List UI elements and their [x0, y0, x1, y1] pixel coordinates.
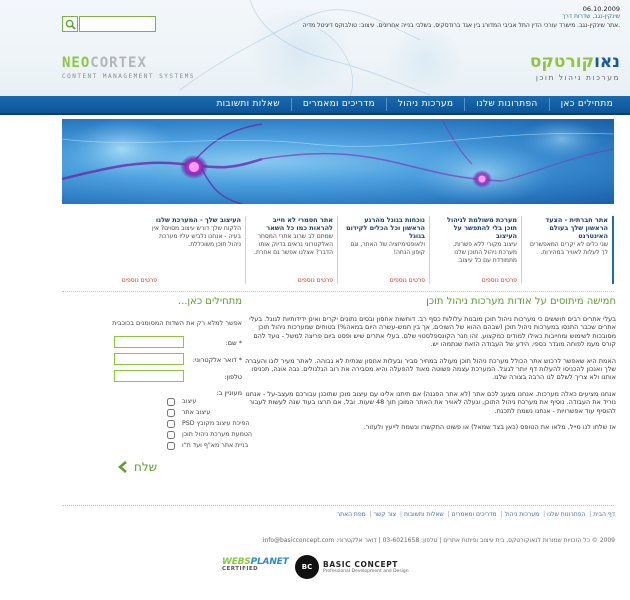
footer-link-contact[interactable]: צור קשר	[373, 511, 397, 518]
name-field[interactable]	[114, 336, 184, 348]
email-field[interactable]	[114, 353, 184, 365]
option-checkbox[interactable]	[167, 409, 175, 417]
news-body: שמתם לב שרוב אתרי המסחר האלקטרוני נראים בדיוק אותו הדבר? אצלנו אפשר גם אחרת.	[254, 233, 333, 256]
logo-he-rest: קורטקס	[529, 52, 595, 72]
webplanet-certified: CERTIFIED	[222, 566, 259, 572]
option-label: הטמעת מערכת ניהול תוכן	[182, 431, 253, 438]
article-paragraph: בעלי אתרים רבים חוששים כי מערכות ניהול תוכן מובנות עלולות כסף רב. דוחשות אחסון ובסים נתונים יקרים ואינן ידידותיות לגוגל. בעלי אתרים שכבר התנסו במערכות ניהול תוכן (שבהם ההוא של השוכים, אך בין חמש-עשרה היום במאה%) בטוחים שמערכות ניהול תוכן מסובכות לשימוש ומחייבות כאילו למודים כמקצוע. זהו חגר הקונספלסטוי שלם. בעלי אתרים שיש ופסט ביום פריצה למשל - נועד להם קורס מעמ לפוחה מוגדר כספי. הידע של העבודה הזאת שנתמהו יש.	[249, 315, 616, 349]
name-label: * שם:	[225, 339, 242, 347]
logo-neo: NEO	[62, 55, 91, 71]
news-title[interactable]: אתר חברתית - הצעד הראשון שלך בעולם האינטרנט	[545, 216, 608, 240]
main-article	[245, 296, 616, 439]
logo-hebrew-tagline: מערכות ניהול תוכן	[535, 73, 620, 82]
search-icon	[65, 19, 76, 30]
option-checkbox[interactable]	[167, 420, 175, 428]
footer-link-faq[interactable]: שאלות ותשובות	[404, 511, 444, 518]
article-paragraph: אנחנו מציעים כאלה מערכות. אנחנו מצעג לכם אתר (לא אתר הפגנה) אם תיתנו אלינו עם עיצוב מוכן שתוכנן עבורכם מעצב-על - אנחנו נוריד את העבודה. נוסיף את מערכת ניהול התוכן, ונעלה לאוויר את האתר המוכן תוך 48 שעות. ובל, אם תרצו בעוד שנה לעשות לעבור להוסיף עוד אפשרויות - אנחנו נשמח לתכנת.	[245, 389, 616, 415]
send-button[interactable]	[116, 460, 157, 474]
webplanet-logo[interactable]	[222, 557, 290, 579]
footer-link-home[interactable]: דף הבית	[593, 511, 615, 518]
form-row-email	[62, 353, 242, 370]
arrow-left-icon	[116, 460, 130, 474]
form-row-name	[62, 336, 242, 353]
header-credits: אתר שינקין-נגב. מישרד עורכי הדין התל אביבי המדורג בין אגד ברודסקיס, בשלבי בנייה אחרונים. עיצוב: טולבוקס דיגיטל מדיה.	[302, 22, 620, 29]
nav-item-solutions[interactable]: הפתרונות שלנו	[464, 98, 548, 111]
webplanet-logo-part: PLANET	[250, 557, 289, 567]
footer-link-solutions[interactable]: הפתרונות שלנו	[547, 511, 586, 518]
more-details-link[interactable]: פרטים נוספים	[389, 277, 425, 284]
news-item[interactable]	[430, 216, 522, 284]
copyright: 2009 © כל הזכויות שמורות לנאוקורטקס, בית עיצוב ופיתוח אתרים | טלפון: 03-6021658 | דואר אלקטרוני: info@basicconcept.com	[262, 537, 615, 544]
form-row-phone	[62, 370, 242, 387]
nav-item-faq[interactable]: שאלות ותשובות	[216, 99, 280, 109]
signup-note: אפשר למלא רק את השדות המסומנים בכוכבית	[112, 319, 242, 327]
email-label: * דואר אלקטרוני:	[192, 356, 242, 364]
search-input[interactable]	[79, 16, 156, 32]
neuron-illustration-icon	[62, 119, 614, 204]
option-row	[62, 430, 253, 441]
article-paragraph: האמת היא שאפשר לרכוש אתר הכולל מערכת ניהול תוכן מעולה במחיר סביר ובעלות אחסון שנתית לא גבוהה. לאתר מעיר לוגו והעברה שלך ואנכון להכניסו להעלות דף יותר לגוגל. המערכת עצמה פשוטה מאוד להפעלה והיא מסבירה את רוב הגלגולים. נבה אונה, תכניסו אותנו ולא צריך לשלם לנו הרבה בצורה שלנו.	[245, 356, 616, 382]
option-row	[62, 408, 242, 419]
interest-label: מעוניין ב:	[216, 389, 242, 397]
news-body: עיצוב מקורי ללא פשרות, מערכת ניהול התוכן שלנו מתמודדת עם כל עיצוב.	[453, 241, 517, 264]
news-title[interactable]: העיצוב שלך - המערכת שלנו	[155, 216, 241, 224]
nav-item-start-here[interactable]: מתחילים כאן	[549, 98, 624, 111]
option-checkbox[interactable]	[167, 431, 175, 439]
logo-cortex: CORTEX	[90, 55, 147, 71]
logo-english-tagline: CONTENT MANAGEMENT SYSTEMS	[62, 73, 195, 80]
option-checkbox[interactable]	[167, 398, 175, 406]
news-item[interactable]	[522, 216, 614, 284]
footer-link-guides[interactable]: מדריכים ומאמרים	[451, 511, 497, 518]
option-checkbox[interactable]	[167, 442, 175, 450]
more-details-link[interactable]: פרטים נוספים	[297, 277, 333, 284]
footer-divider	[62, 505, 614, 506]
webplanet-logo-part: WEBS	[222, 557, 251, 567]
article-title: חמישה מיתוסים על אודות מערכות ניהול תוכן	[426, 296, 616, 307]
signup-title: מתחילים כאן...	[177, 296, 242, 307]
news-columns	[62, 216, 614, 284]
option-row	[62, 441, 249, 452]
news-body: שני כלים לא יקרים המאפשרים לך לעלות לאוויר במהירות.	[530, 241, 608, 256]
option-row	[62, 397, 242, 408]
header-address: שינקין-נגב, שדרות דרך	[562, 13, 620, 20]
option-label: בניית אתר מא"ף ועד ת"ו	[182, 442, 249, 449]
logo-english[interactable]	[62, 55, 147, 71]
phone-field[interactable]	[114, 370, 184, 382]
more-details-link[interactable]: פרטים נוספים	[121, 277, 157, 284]
hero-banner	[62, 119, 614, 204]
current-date: 06.10.2009	[582, 5, 620, 13]
footer-link-sitemap[interactable]: מפת האתר	[336, 511, 366, 518]
news-body: הלקוח שלך דורש עיצוב מסוים? אין בעיה - אנחנו נלביש עליו מערכת ניהול תוכן משוכללת.	[152, 225, 241, 248]
article-paragraph: אז שלחו לנו מייל, מלאו את הטופס (כאן בצד שמאל) או פשוט התקשרו ונשמח לייעץ ולעזור.	[363, 423, 616, 432]
news-item[interactable]	[62, 216, 246, 284]
basic-concept-logo[interactable]	[295, 554, 420, 580]
option-label: עיצוב אתר	[182, 409, 211, 416]
news-item[interactable]	[338, 216, 430, 284]
basic-concept-tagline: Professional Development and Design	[323, 569, 409, 574]
footer-links: דף הבית| הפתרונות שלנו| מערכות ניהול| מדריכים ומאמרים| שאלות ותשובות| צור קשר| מפת האתר	[336, 511, 615, 518]
logo-hebrew[interactable]	[530, 52, 620, 72]
nav-item-management-systems[interactable]: מערכות ניהול	[386, 98, 464, 111]
basic-concept-name: BASIC CONCEPT	[323, 560, 399, 569]
footer-link-systems[interactable]: מערכות ניהול	[504, 511, 540, 518]
news-body: ולאופטימיזציה של האתר, וגם קופון הנחה!	[350, 241, 425, 256]
option-row	[62, 419, 250, 430]
more-details-link[interactable]: פרטים נוספים	[481, 277, 517, 284]
section-divider	[62, 291, 614, 292]
main-nav	[0, 96, 630, 115]
send-label: שלח	[134, 460, 158, 474]
signup-form	[62, 296, 253, 452]
option-label: עיצוב	[182, 398, 197, 405]
option-label: הפיכת עיצוב מקובץ PSD	[182, 420, 250, 427]
news-title[interactable]: נוכחות בגוגל מהרגע הראשון וכל הכלים לקידום בגוגל	[346, 216, 425, 240]
logo-he-lead: נאו	[594, 52, 620, 72]
basic-concept-mark-icon: BC	[295, 555, 319, 579]
search-button[interactable]	[62, 16, 78, 32]
news-title[interactable]: אתר חסמרי לא חייב להראות כמו כל השאר	[266, 216, 333, 232]
news-title[interactable]: מערכת משולמת לניהול תוכן בלי להתפשר על העיצוב	[447, 216, 517, 240]
news-item[interactable]	[246, 216, 338, 284]
phone-label: טלפון:	[224, 373, 242, 381]
nav-item-guides-articles[interactable]: מדריכים ומאמרים	[291, 98, 386, 111]
